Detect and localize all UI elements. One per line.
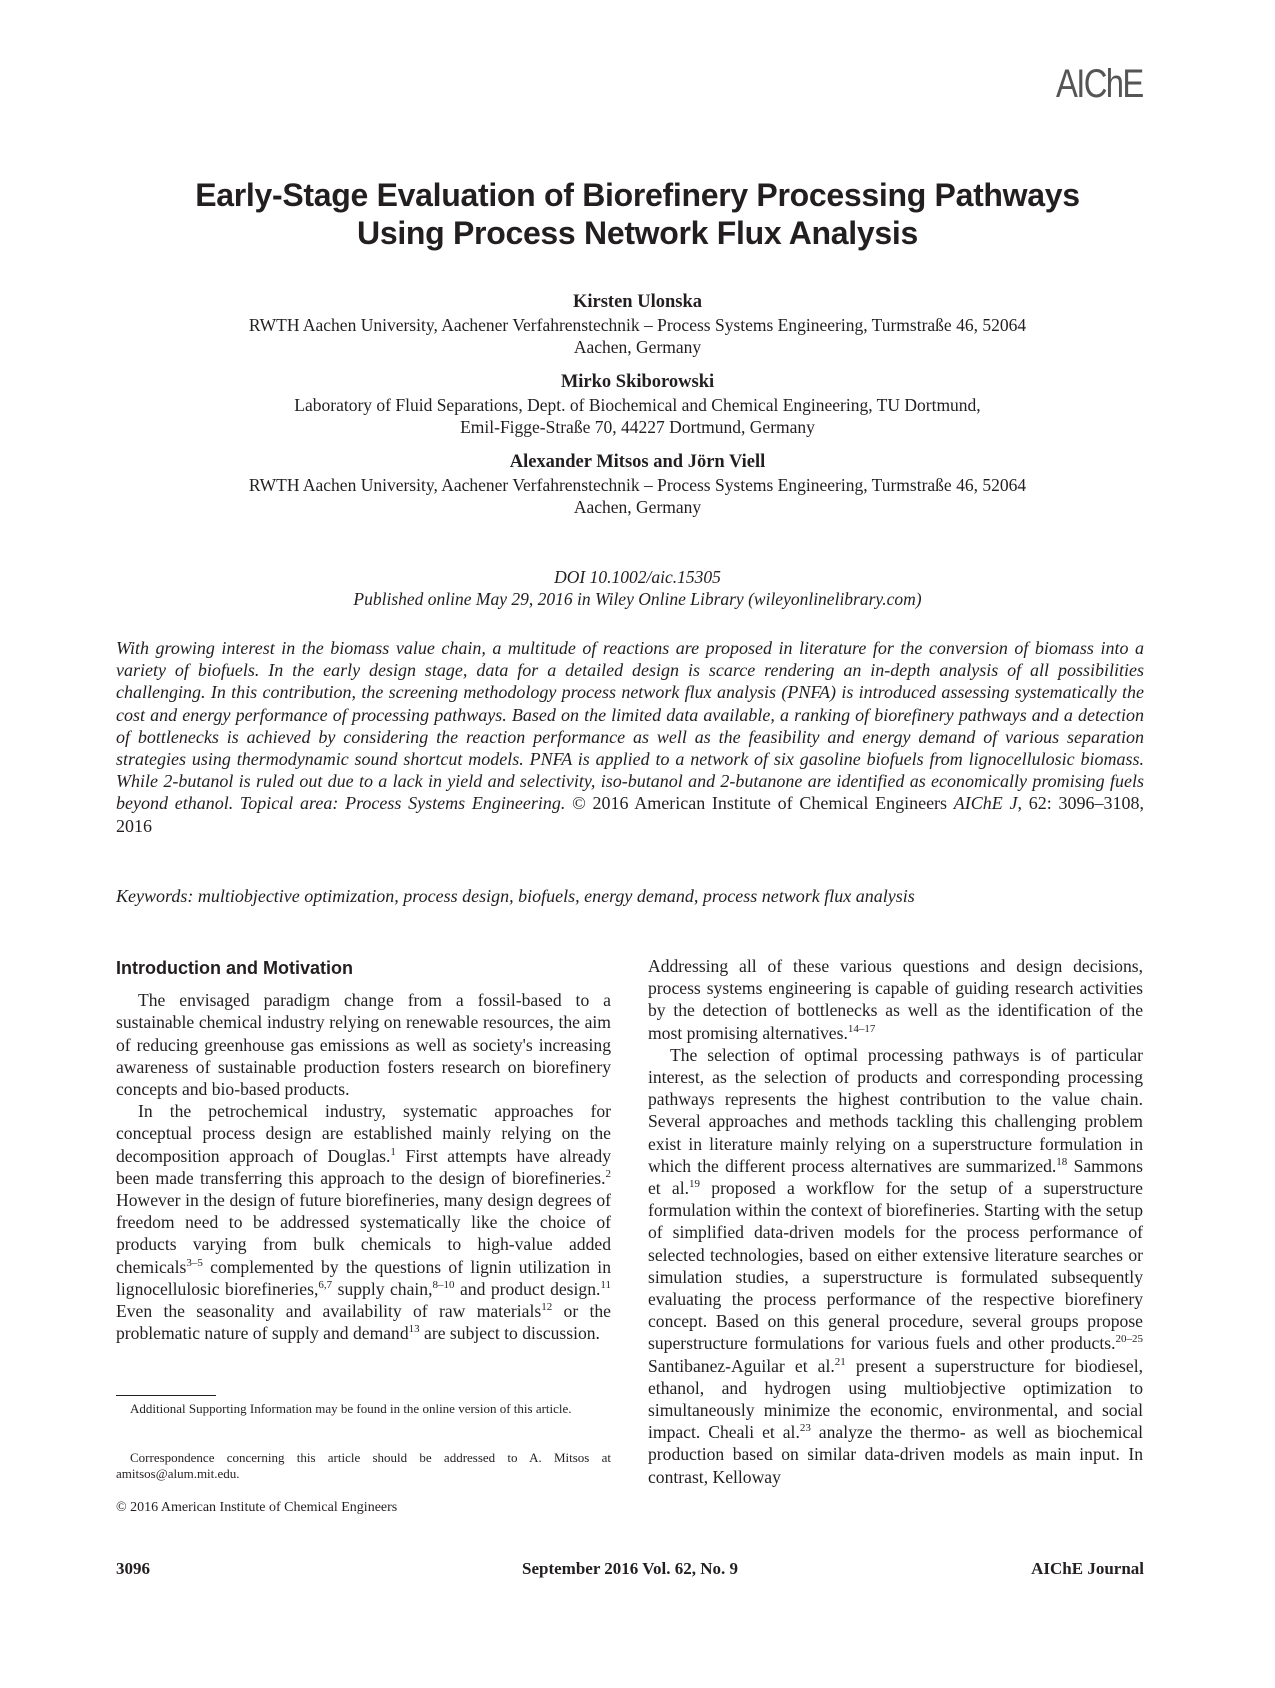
author-block xyxy=(130,450,1145,518)
footnote-divider xyxy=(116,1395,216,1396)
paragraph: The envisaged paradigm change from a fossil-based to a sustainable chemical industry relying on renewable resources, the aim of reducing greenhouse gas emissions as well as society's increasing awareness of sustainable production fosters research on biorefinery concepts and bio-based products. xyxy=(116,990,611,1100)
abstract xyxy=(116,637,1144,837)
section-heading: Introduction and Motivation xyxy=(116,958,353,978)
published-online: Published online May 29, 2016 in Wiley Online Library (wileyonlinelibrary.com) xyxy=(353,589,922,609)
author-affiliation: Aachen, Germany xyxy=(573,337,702,357)
author-name: Alexander Mitsos and Jörn Viell xyxy=(509,452,766,472)
author-list xyxy=(130,290,1145,530)
author-name: Mirko Skiborowski xyxy=(560,372,715,392)
title-line-2: Using Process Network Flux Analysis xyxy=(357,215,918,251)
footnote-copyright: © 2016 American Institute of Chemical Engineers xyxy=(116,1500,398,1515)
keywords: Keywords: multiobjective optimization, process design, biofuels, energy demand, process network flux analysis xyxy=(116,886,915,906)
title-line-1: Early-Stage Evaluation of Biorefinery Processing Pathways xyxy=(195,177,1080,213)
page-number: 3096 xyxy=(116,1559,150,1578)
abstract-copyright: © 2016 American Institute of Chemical Engineers xyxy=(572,793,948,814)
publication-info xyxy=(130,566,1145,610)
author-affiliation: Aachen, Germany xyxy=(573,497,702,517)
author-affiliation: RWTH Aachen University, Aachener Verfahrenstechnik – Process Systems Engineering, Turmstraße 46, 52064 xyxy=(248,315,1027,335)
abstract-citation: , 62: 3096–3108, 2016 xyxy=(116,793,1144,836)
doi: DOI 10.1002/aic.15305 xyxy=(554,567,721,587)
left-column xyxy=(116,955,611,1344)
author-block xyxy=(130,370,1145,438)
abstract-journal: AIChE J xyxy=(953,793,1018,814)
author-affiliation: Emil-Figge-Straße 70, 44227 Dortmund, Germany xyxy=(460,417,815,437)
paragraph: The selection of optimal processing pathways is of particular interest, as the selection of products and corresponding processing pathways represents the highest contribution to the value chain. Several approaches and methods tackling this challenging problem exist in literature mainly relying on a superstructure formulation in which the different process alternatives are summarized.$^{18}$ Sammons et al.$^{19}$ proposed a workflow for the setup of a superstructure formulation within the context of biorefineries. Starting with the setup of simplified data-driven models for the process performance of selected technologies, based on either extensive literature searches or simulation studies, a superstructure is formulated subsequently evaluating the process performance of the respective biorefinery concept. Based on this general procedure, several groups propose superstructure formulations for various fuels and other products.$^{20-25}$ Santibanez-Aguilar et al.$^{21}$ present a superstructure for biodiesel, ethanol, and hydrogen using multiobjective optimization to simultaneously minimize the economic, environmental, and social impact. Cheali et al.$^{23}$ analyze the thermo- as well as biochemical production based on similar data-driven models as main input. In contrast, Kelloway xyxy=(648,1044,1143,1487)
paragraph: In the petrochemical industry, systematic approaches for conceptual process design are established mainly relying on the decomposition approach of Douglas.$^1$ First attempts have already been made transferring this approach to the design of biorefineries.$^2$ However in the design of future biorefineries, many design degrees of freedom need to be addressed systematically like the choice of products varying from bulk chemicals to high-value added chemicals$^{3-5}$ complemented by the questions of lignin utilization in lignocellulosic biorefineries,$^{6,7}$ supply chain,$^{8-10}$ and product design.$^{11}$ Even the seasonality and availability of raw materials$^{12}$ or the problematic nature of supply and demand$^{13}$ are subject to discussion. xyxy=(116,1101,611,1344)
journal-logo: AIChE xyxy=(1056,62,1143,106)
author-block xyxy=(130,290,1145,358)
footnote-supporting-info: Additional Supporting Information may be found in the online version of this article. xyxy=(130,1401,572,1416)
right-column xyxy=(648,955,1143,1488)
abstract-text: With growing interest in the biomass value chain, a multitude of reactions are proposed in literature for the conversion of biomass into a variety of biofuels. In the early design stage, data for a detailed design is scarce rendering an in-depth analysis of all possibilities challenging. In this contribution, the screening methodology process network flux analysis (PNFA) is introduced assessing systematically the cost and energy performance of processing pathways. Based on the limited data available, a ranking of biorefinery pathways and a detection of bottlenecks is achieved by considering the reaction performance as well as the feasibility and energy demand of various separation strategies using thermodynamic sound shortcut models. PNFA is applied to a network of six gasoline biofuels from lignocellulosic biomass. While 2-butanol is ruled out due to a lack in yield and selectivity, iso-butanol and 2-butanone are identified as economically promising fuels beyond ethanol. Topical area: Process Systems Engineering. xyxy=(116,638,1144,814)
author-affiliation: RWTH Aachen University, Aachener Verfahrenstechnik – Process Systems Engineering, Turmstraße 46, 52064 xyxy=(248,475,1027,495)
article-title xyxy=(100,176,1175,252)
issue-info: September 2016 Vol. 62, No. 9 xyxy=(522,1559,738,1578)
journal-name: AIChE Journal xyxy=(1031,1559,1144,1578)
footnote-correspondence: Correspondence concerning this article should be addressed to A. Mitsos at amitsos@alum.mit.edu. xyxy=(116,1450,611,1481)
author-name: Kirsten Ulonska xyxy=(572,292,702,312)
paragraph: Addressing all of these various questions and design decisions, process systems engineering is capable of guiding research activities by the detection of bottlenecks as well as the identification of the most promising alternatives.$^{14-17}$ xyxy=(648,956,1143,1043)
author-affiliation: Laboratory of Fluid Separations, Dept. of Biochemical and Chemical Engineering, TU Dortmund, xyxy=(294,395,981,415)
